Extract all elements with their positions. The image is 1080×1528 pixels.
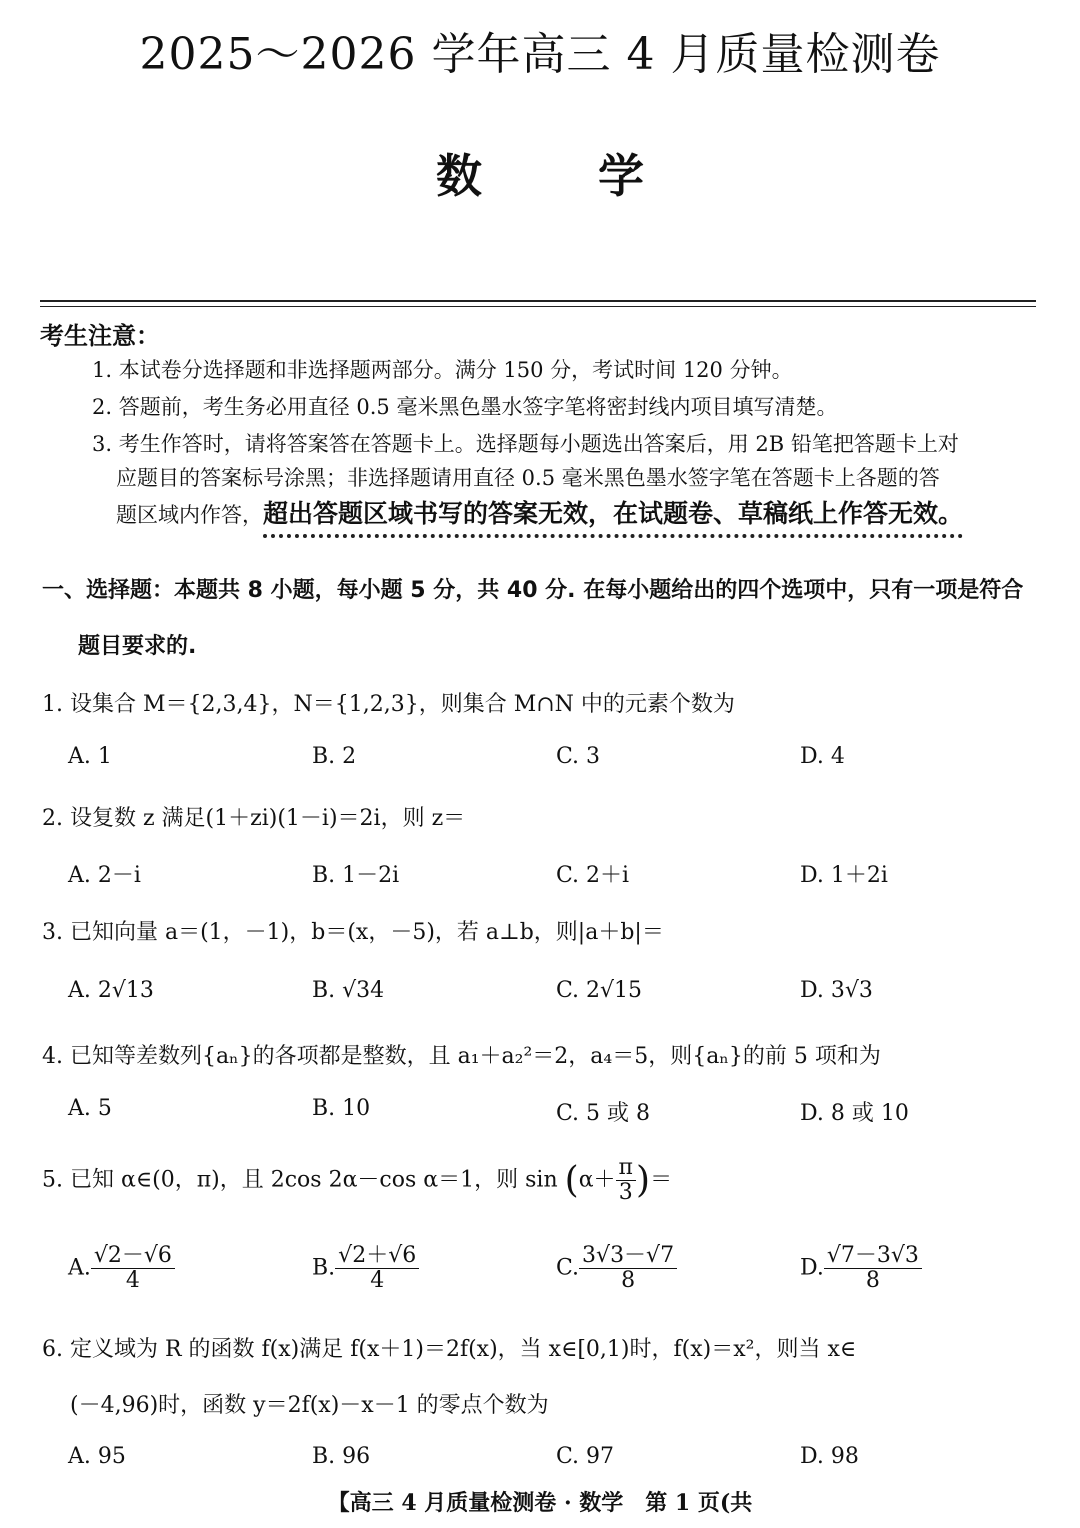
q3-option-c: C. 2√15: [556, 978, 643, 1003]
q6-option-c: C. 97: [556, 1444, 615, 1469]
q5-stem-text: 5. 已知 α∈(0，π)，且 2cos 2α－cos α＝1，则 sin: [42, 1167, 558, 1193]
question-2-stem: 2. 设复数 z 满足(1＋zi)(1－i)＝2i，则 z＝: [42, 806, 466, 831]
q6-option-d: D. 98: [800, 1444, 859, 1469]
q1-option-d: D. 4: [800, 744, 845, 769]
header-rule: [40, 300, 1036, 302]
question-5-stem: [42, 1156, 672, 1205]
q5-option-a-label: A.: [68, 1255, 91, 1281]
notice-item-3-text: 题区域内作答，: [116, 503, 263, 527]
page-footer: 【高三 4 月质量检测卷 · 数学 第 1 页(共: [327, 1490, 753, 1516]
q2-option-d: D. 1＋2i: [800, 863, 888, 888]
q3-option-b: B. √34: [312, 978, 385, 1003]
q5-option-c-label: C.: [556, 1255, 580, 1281]
q5-frac-num: π: [616, 1156, 636, 1181]
q5-option-a-num: √2－√6: [91, 1244, 175, 1269]
q5-stem-fraction: [616, 1156, 636, 1205]
q5-option-b-den: 4: [370, 1268, 385, 1294]
q1-option-a: A. 1: [68, 744, 112, 769]
q5-option-c: [556, 1244, 677, 1293]
q5-option-b-label: B.: [312, 1255, 336, 1281]
notice-emphasis: 超出答题区域书写的答案无效，在试题卷、草稿纸上作答无效。: [263, 499, 963, 538]
q5-option-c-fraction: [579, 1244, 677, 1293]
q4-option-c: C. 5 或 8: [556, 1101, 651, 1126]
question-3-stem: 3. 已知向量 a＝(1，－1)，b＝(x，－5)，若 a⊥b，则|a＋b|＝: [42, 920, 664, 945]
subject-title: [0, 140, 1080, 206]
q5-option-a-den: 4: [125, 1268, 140, 1294]
q2-option-c: C. 2＋i: [556, 863, 630, 888]
q1-option-b: B. 2: [312, 744, 357, 769]
q5-option-a-fraction: [91, 1244, 175, 1293]
q5-paren-left: (: [564, 1160, 579, 1202]
q6-option-b: B. 96: [312, 1444, 371, 1469]
q6-option-a: A. 95: [68, 1444, 126, 1469]
q4-option-a: A. 5: [68, 1096, 112, 1121]
q5-stem-inner: α＋: [578, 1167, 616, 1193]
q5-option-d-den: 8: [865, 1268, 880, 1294]
q4-option-b: B. 10: [312, 1096, 371, 1121]
q5-option-a: [68, 1244, 175, 1293]
q5-option-d: [800, 1244, 922, 1293]
q3-option-d: D. 3√3: [800, 978, 873, 1003]
q5-option-c-den: 8: [621, 1268, 636, 1294]
q5-stem-eq: ＝: [650, 1167, 673, 1193]
q5-option-b-num: √2＋√6: [335, 1244, 419, 1269]
q4-option-d: D. 8 或 10: [800, 1101, 909, 1126]
q1-option-c: C. 3: [556, 744, 601, 769]
q5-option-c-num: 3√3－√7: [579, 1244, 677, 1269]
notice-heading: 考生注意：: [40, 322, 160, 350]
question-6-stem-line2: (－4,96)时，函数 y＝2f(x)－x－1 的零点个数为: [70, 1393, 549, 1418]
q5-frac-den: 3: [618, 1180, 633, 1206]
section-1-heading: 一、选择题：本题共 8 小题，每小题 5 分，共 40 分. 在每小题给出的四个选项中，只有一项是符合: [42, 578, 1024, 603]
notice-item-3-line1: 3. 考生作答时，请将答案答在答题卡上。选择题每小题选出答案后，用 2B 铅笔把答题卡上对: [92, 432, 959, 456]
notice-item-3-line3: [116, 494, 963, 530]
q5-option-b: [312, 1244, 419, 1293]
question-6-stem-line1: 6. 定义域为 R 的函数 f(x)满足 f(x＋1)＝2f(x)，当 x∈[0,1)时，f(x)＝x²，则当 x∈: [42, 1337, 857, 1362]
q5-option-d-label: D.: [800, 1255, 824, 1281]
q3-option-a: A. 2√13: [68, 978, 154, 1003]
subject-char-2: 学: [598, 149, 644, 203]
notice-item-3-line2: 应题目的答案标号涂黑；非选择题请用直径 0.5 毫米黑色墨水签字笔在答题卡上各题的答: [116, 466, 940, 490]
notice-item-1: 1. 本试卷分选择题和非选择题两部分。满分 150 分，考试时间 120 分钟。: [92, 358, 793, 382]
q5-option-d-num: √7－3√3: [824, 1244, 922, 1269]
q5-paren-right: ): [636, 1160, 651, 1202]
exam-title: 2025～2026 学年高三 4 月质量检测卷: [139, 29, 941, 80]
q2-option-a: A. 2－i: [68, 863, 141, 888]
question-1-stem: 1. 设集合 M＝{2,3,4}，N＝{1,2,3}，则集合 M∩N 中的元素个数为: [42, 692, 735, 717]
subject-char-1: 数: [436, 149, 482, 203]
q5-option-d-fraction: [824, 1244, 922, 1293]
q2-option-b: B. 1－2i: [312, 863, 400, 888]
section-1-heading-cont: 题目要求的.: [78, 634, 197, 659]
notice-item-2: 2. 答题前，考生务必用直径 0.5 毫米黑色墨水签字笔将密封线内项目填写清楚。: [92, 395, 838, 419]
question-4-stem: 4. 已知等差数列{aₙ}的各项都是整数，且 a₁＋a₂²＝2，a₄＝5，则{aₙ}的前 5 项和为: [42, 1044, 881, 1069]
header-rule-thin: [40, 306, 1036, 307]
q5-option-b-fraction: [335, 1244, 419, 1293]
